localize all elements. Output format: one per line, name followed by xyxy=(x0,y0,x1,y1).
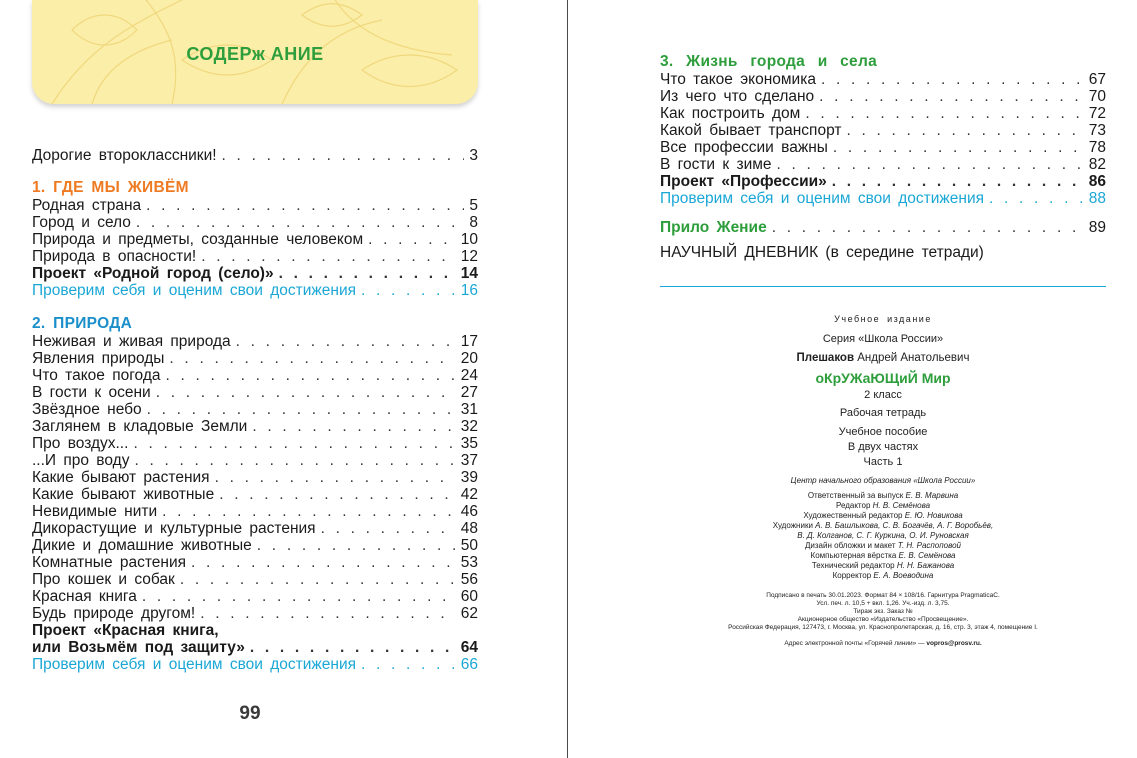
toc-row[interactable]: Про кошек и собак . . . 56 xyxy=(32,571,478,588)
toc-row[interactable]: Невидимые нити . . . 46 xyxy=(32,503,478,520)
author-name: Андрей Анатольевич xyxy=(857,352,970,364)
credit-line: Художники А. В. Башлыкова, С. В. Богачёв, А. Г. Воробьёв, xyxy=(772,521,994,530)
credits xyxy=(660,491,1106,581)
toc-row[interactable]: Все профессии важны . . . 78 xyxy=(660,139,1106,156)
toc-row[interactable]: Природа и предметы, созданные человеком . . . 10 xyxy=(32,231,478,248)
toc-intro xyxy=(32,147,478,164)
separator-line xyxy=(660,286,1106,287)
toc-row-diary[interactable]: НАУЧНЫЙ ДНЕВНИК (в середине тетради) xyxy=(660,244,984,261)
toc-row[interactable]: Природа в опасности! . . . 12 xyxy=(32,248,478,265)
toc-row[interactable]: Про воздух... . . . 35 xyxy=(32,435,478,452)
toc-row-appendix[interactable]: Прило Жение . . . 89 xyxy=(660,218,1106,238)
part: Часть 1 xyxy=(863,456,903,468)
toc-row[interactable]: В гости к зиме . . . 82 xyxy=(660,156,1106,173)
imprint xyxy=(660,314,1106,648)
toc-row[interactable]: В гости к осени . . . 27 xyxy=(32,384,478,401)
series: Серия «Школа России» xyxy=(822,333,944,345)
toc-row[interactable]: Что такое экономика . . . 67 xyxy=(660,71,1106,88)
toc-section-1 xyxy=(32,178,478,299)
toc-row-self-check[interactable]: Проверим себя и оценим свои достижения . . . 66 xyxy=(32,656,478,673)
toc-row-project-line1[interactable]: Проект «Красная книга, xyxy=(32,622,219,639)
toc-row[interactable]: Из чего что сделано . . . 70 xyxy=(660,88,1106,105)
right-page xyxy=(570,0,1137,758)
credit-line: Редактор Н. В. Семёнова xyxy=(835,501,931,510)
credit-line: Корректор Е. А. Воеводина xyxy=(832,571,934,580)
page-number: 99 xyxy=(239,703,261,724)
toc-row-self-check[interactable]: Проверим себя и оценим свои достижения . . . 16 xyxy=(32,282,478,299)
email-link[interactable]: vopros@prosv.ru. xyxy=(926,640,982,647)
print-info: Подписано в печать 30.01.2023. Формат 84 × 108/16. Гарнитура PragmaticaC. Усл. печ. л. 10,5 + вкл. 1,26. Уч.-изд. л. 3,75. Тираж экз. Заказ № Акционерное общество «Издательство «Просвещение». Российская Федерация, 127473, г. Москва, ул. Краснопролетарская, д. 16, стр. 3, этаж 4, помещение I. xyxy=(728,592,1038,631)
credit-line: Технический редактор Н. Н. Бажанова xyxy=(811,561,955,570)
edition-type: Учебное издание xyxy=(834,314,932,324)
toc-row[interactable]: ...И про воду . . . 37 xyxy=(32,452,478,469)
toc-row-project[interactable]: или Возьмём под защиту» . . . 64 xyxy=(32,639,478,656)
toc-row[interactable]: Какой бывает транспорт . . . 73 xyxy=(660,122,1106,139)
toc-appendix xyxy=(660,218,1106,238)
toc-row-project[interactable]: Проект «Профессии» . . . 86 xyxy=(660,173,1106,190)
toc-section-3 xyxy=(660,52,1106,207)
toc-row[interactable]: Красная книга . . . 60 xyxy=(32,588,478,605)
toc-section-2 xyxy=(32,314,478,673)
manual: Учебное пособие xyxy=(838,426,928,438)
toc-row[interactable]: Как построить дом . . . 72 xyxy=(660,105,1106,122)
credit-line: В. Д. Колганов, С. Г. Куркина, О. И. Руновская xyxy=(797,531,969,540)
toc-row[interactable]: Заглянем в кладовые Земли . . . 32 xyxy=(32,418,478,435)
section-heading: 1. ГДЕ МЫ ЖИВЁМ xyxy=(32,179,189,196)
contents-title: СОДЕРж АНИЕ xyxy=(186,44,324,64)
toc-row-self-check[interactable]: Проверим себя и оценим свои достижения . . . 88 xyxy=(660,190,1106,207)
toc-row[interactable]: Дикорастущие и культурные растения . . . 48 xyxy=(32,520,478,537)
toc-row[interactable]: Неживая и живая природа . . . 17 xyxy=(32,333,478,350)
contents-banner xyxy=(32,0,478,104)
toc-row[interactable]: Город и село . . . 8 xyxy=(32,214,478,231)
toc-diary xyxy=(660,244,1106,261)
hotline-email: Адрес электронной почты «Горячей линии» — vopros@prosv.ru. xyxy=(784,640,982,647)
center: Центр начального образования «Школа России» xyxy=(790,476,976,485)
left-page xyxy=(0,0,566,758)
parts: В двух частях xyxy=(847,441,919,453)
toc-row[interactable]: Будь природе другом! . . . 62 xyxy=(32,605,478,622)
section-heading: 3. Жизнь города и села xyxy=(660,53,878,70)
credit-line: Дизайн обложки и макет Т. Н. Распоповой xyxy=(805,541,961,550)
credit-line: Художественный редактор Е. Ю. Новикова xyxy=(803,511,963,520)
toc-row[interactable]: Явления природы . . . 20 xyxy=(32,350,478,367)
book-title: оКрУЖаЮЩиЙ Мир xyxy=(815,370,951,386)
toc-row[interactable]: Комнатные растения . . . 53 xyxy=(32,554,478,571)
author-surname: Плешаков xyxy=(796,352,855,364)
toc-row[interactable]: Звёздное небо . . . 31 xyxy=(32,401,478,418)
toc-row[interactable]: Какие бывают животные . . . 42 xyxy=(32,486,478,503)
toc-row-project[interactable]: Проект «Родной город (село)» . . . 14 xyxy=(32,265,478,282)
spine-divider xyxy=(567,0,568,758)
toc-row[interactable]: Что такое погода . . . 24 xyxy=(32,367,478,384)
grade: 2 класс xyxy=(864,389,902,401)
toc-row[interactable]: Родная страна . . . 5 xyxy=(32,197,478,214)
toc-row[interactable]: Дикие и домашние животные . . . 50 xyxy=(32,537,478,554)
section-heading: 2. ПРИРОДА xyxy=(32,315,133,332)
credit-line: Компьютерная вёрстка Е. В. Семёнова xyxy=(810,551,956,560)
credit-line: Ответственный за выпуск Е. В. Марвина xyxy=(807,491,959,500)
workbook: Рабочая тетрадь xyxy=(839,407,927,419)
toc-row[interactable]: Какие бывают растения . . . 39 xyxy=(32,469,478,486)
author xyxy=(660,352,1106,364)
toc-row[interactable]: Дорогие второклассники! . . . 3 xyxy=(32,147,478,164)
